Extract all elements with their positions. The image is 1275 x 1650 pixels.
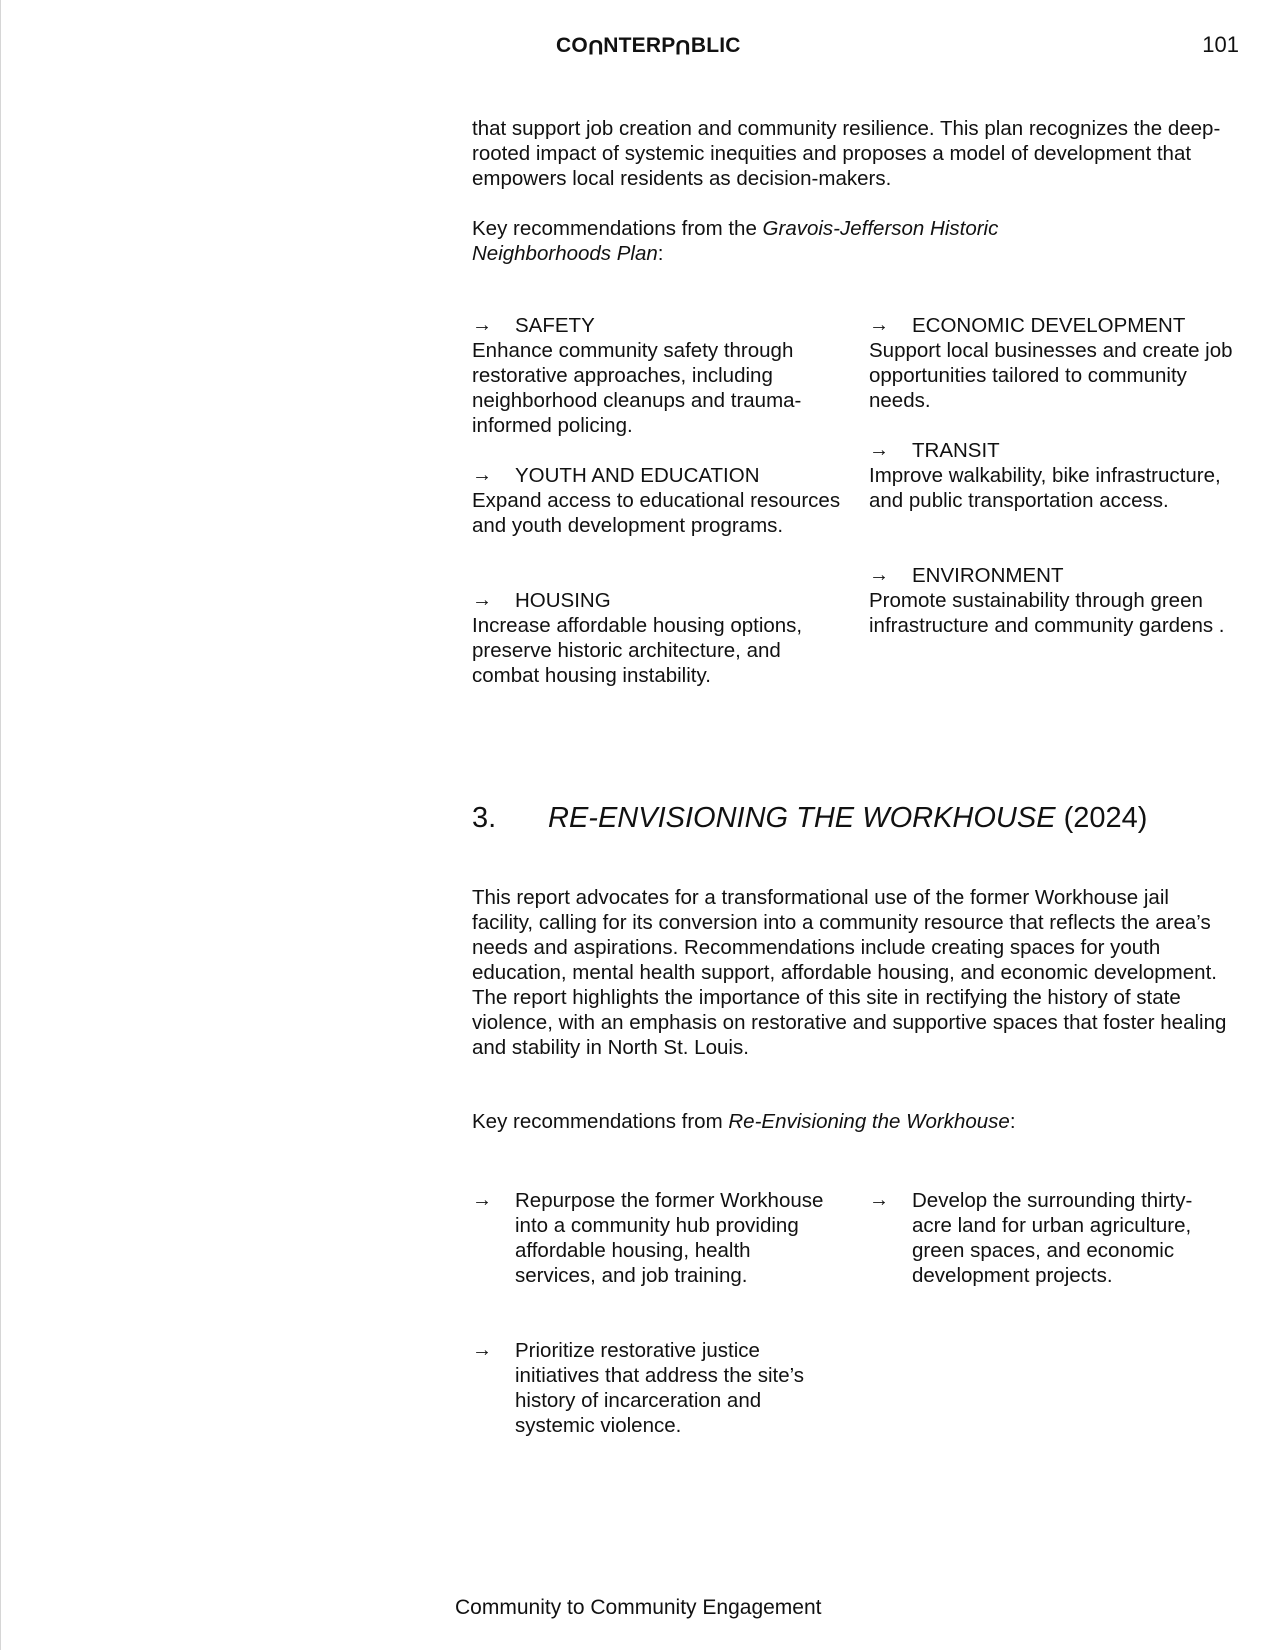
section3-paragraph: This report advocates for a transformational use of the former Workhouse jail facility, calling for its conversion into a community resource that reflects the area’s needs and aspirations. Recommendations include creating spaces for youth education, mental health support, affordable housing, and economic development. The report highlights the importance of this site in rectifying the history of state violence, with an emphasis on restorative and supportive spaces that foster healing and stability in North St. Louis.	[472, 886, 1227, 1059]
arrow-right-icon: →	[472, 314, 492, 336]
item-body: Increase affordable housing options, preserve historic architecture, and combat housing instability.	[472, 614, 803, 687]
brand-logo: COUNTERPUBLIC	[556, 34, 741, 58]
workhouse-recommendation-item	[472, 1188, 832, 1288]
plan-item-housing	[472, 588, 842, 688]
item-body: Improve walkability, bike infrastructure, and public transportation access.	[869, 464, 1221, 512]
section-year: (2024)	[1055, 802, 1148, 834]
plan-item-youth-education	[472, 463, 842, 538]
workhouse-key-recommendations-label: Key recommendations from Re-Envisioning the Workhouse:	[472, 1110, 1016, 1133]
page-edge	[0, 0, 1, 1650]
item-body: Repurpose the former Workhouse into a community hub providing affordable housing, health services, and job training.	[515, 1189, 824, 1287]
section-heading	[472, 800, 1147, 836]
item-title: ENVIRONMENT	[912, 564, 1064, 587]
arrow-right-icon: →	[472, 464, 492, 486]
plan-key-recommendations-label: Key recommendations from the Gravois-Jefferson Historic Neighborhoods Plan:	[472, 217, 999, 265]
item-title: HOUSING	[515, 589, 611, 612]
arrow-right-icon: →	[869, 1189, 889, 1211]
plan-title: Gravois-Jefferson Historic Neighborhoods Plan	[472, 217, 999, 265]
report-title: Re-Envisioning the Workhouse	[728, 1110, 1010, 1133]
arrow-right-icon: →	[869, 564, 889, 586]
item-title: YOUTH AND EDUCATION	[515, 464, 760, 487]
page-number: 101	[1202, 32, 1239, 57]
item-body: Support local businesses and create job opportunities tailored to community needs.	[869, 339, 1233, 412]
item-body: Promote sustainability through green infrastructure and community gardens .	[869, 589, 1225, 637]
item-title: TRANSIT	[912, 439, 1000, 462]
item-title: ECONOMIC DEVELOPMENT	[912, 314, 1186, 337]
item-body: Prioritize restorative justice initiatives that address the site’s history of incarceration and systemic violence.	[515, 1339, 805, 1437]
footer-text: Community to Community Engagement	[455, 1596, 822, 1619]
arrow-right-icon: →	[472, 1189, 492, 1211]
arrow-right-icon: →	[869, 439, 889, 461]
item-title: SAFETY	[515, 314, 595, 337]
plan-item-transit	[869, 438, 1229, 513]
intro-paragraph: that support job creation and community resilience. This plan recognizes the deep-rooted impact of systemic inequities and proposes a model of development that empowers local residents as decision-makers.	[472, 117, 1221, 190]
item-body: Develop the surrounding thirty-acre land for urban agriculture, green spaces, and economic development projects.	[912, 1189, 1193, 1287]
workhouse-recommendation-item	[472, 1338, 832, 1438]
plan-item-environment	[869, 563, 1229, 638]
arrow-right-icon: →	[472, 589, 492, 611]
arrow-right-icon: →	[869, 314, 889, 336]
section-title: RE-ENVISIONING THE WORKHOUSE	[548, 802, 1056, 834]
item-body: Enhance community safety through restorative approaches, including neighborhood cleanups and trauma-informed policing.	[472, 339, 802, 437]
workhouse-recommendation-item	[869, 1188, 1229, 1288]
item-body: Expand access to educational resources and youth development programs.	[472, 489, 841, 537]
plan-item-economic-development	[869, 313, 1249, 413]
plan-item-safety	[472, 313, 852, 438]
arrow-right-icon: →	[472, 1339, 492, 1361]
section-number: 3.	[472, 802, 497, 834]
